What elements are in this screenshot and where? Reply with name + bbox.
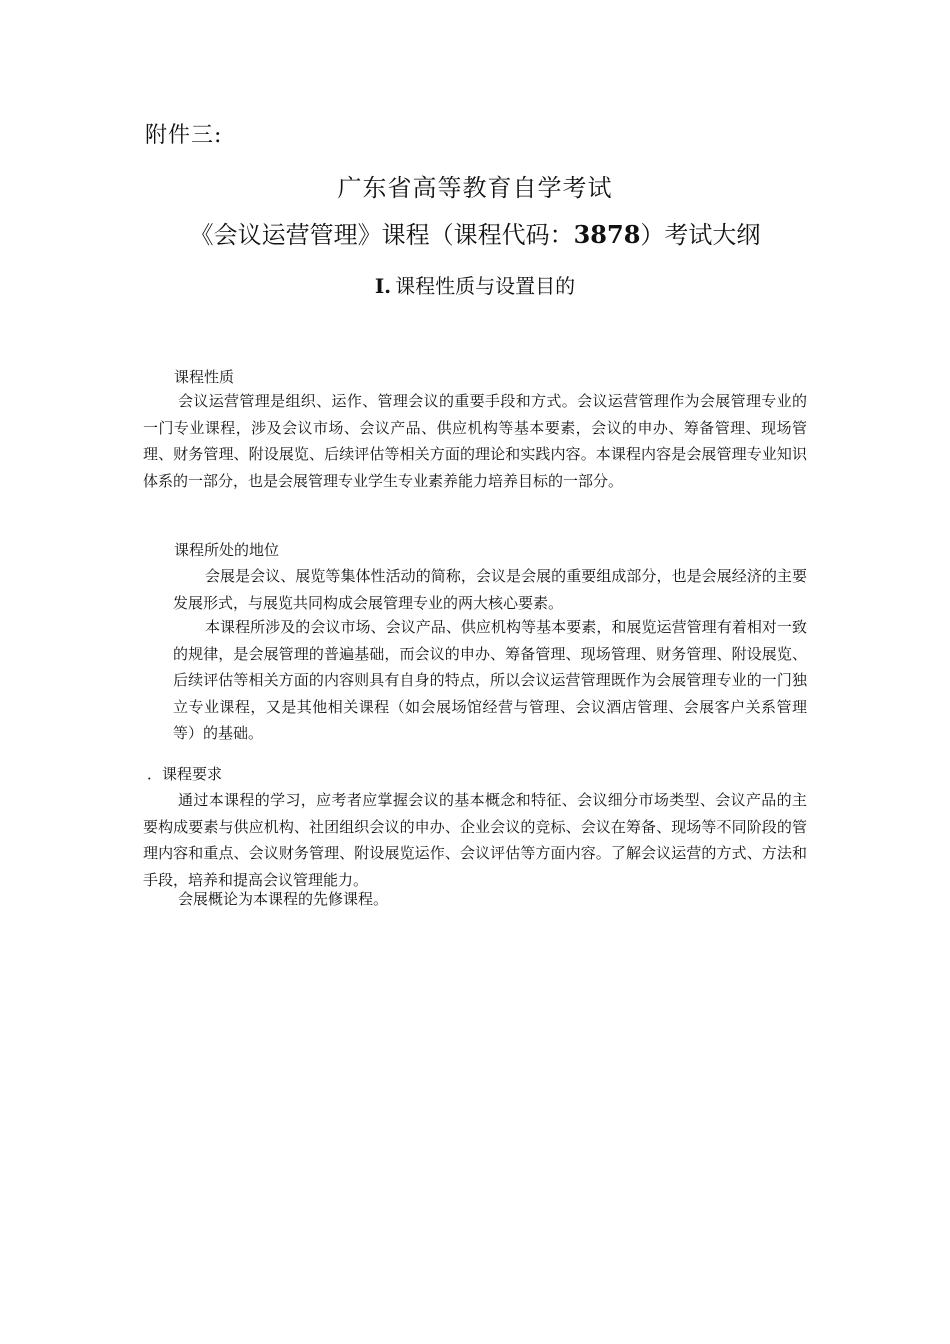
course-requirements-heading: ．课程要求 bbox=[147, 765, 223, 783]
attachment-label: 附件三: bbox=[145, 123, 223, 148]
prerequisite-paragraph: 会展概论为本课程的先修课程。 bbox=[178, 890, 389, 908]
course-position-paragraph-2: 本课程所涉及的会议市场、会议产品、供应机构等基本要素，和展览运营管理有着相对一致的规律，是会展管理的普遍基础，而会议的申办、筹备管理、现场管理、财务管理、附设展览、后续评估等相关方面的内容则具有自身的特点，所以会议运营管理既作为会展管理专业的一门独立专业课程，又是其他相关课程（如会展场馆经营与管理、会议酒店管理、会展客户关系管理等）的基础。 bbox=[173, 618, 807, 742]
syllabus-title bbox=[0, 215, 950, 250]
course-position-paragraph-1: 会展是会议、展览等集体性活动的简称，会议是会展的重要组成部分，也是会展经济的主要发展形式，与展览共同构成会展管理专业的两大核心要素。 bbox=[173, 567, 807, 612]
course-nature-heading: 课程性质 bbox=[174, 368, 235, 386]
course-code: 3878 bbox=[573, 220, 641, 249]
course-position-heading: 课程所处的地位 bbox=[174, 541, 280, 559]
syllabus-title-prefix: 《会议运营管理》课程（课程代码： bbox=[189, 221, 574, 249]
course-nature-paragraph: 会议运营管理是组织、运作、管理会议的重要手段和方式。会议运营管理作为会展管理专业的一门专业课程，涉及会议市场、会议产品、供应机构等基本要素，会议的申办、筹备管理、现场管理、财务管理、附设展览、后续评估等相关方面的理论和实践内容。本课程内容是会展管理专业知识体系的一部分，也是会展管理专业学生专业素养能力培养目标的一部分。 bbox=[143, 392, 807, 490]
exam-authority-title: 广东省高等教育自学考试 bbox=[337, 174, 613, 202]
syllabus-title-suffix: ）考试大纲 bbox=[640, 221, 761, 249]
section-numeral: I. bbox=[374, 274, 392, 298]
section-title bbox=[0, 270, 950, 299]
section-title-text: 课程性质与设置目的 bbox=[395, 274, 576, 298]
course-requirements-paragraph: 通过本课程的学习，应考者应掌握会议的基本概念和特征、会议细分市场类型、会议产品的主要构成要素与供应机构、社团组织会议的申办、企业会议的竞标、会议在筹备、现场等不同阶段的管理内容和重点、会议财务管理、附设展览运作、会议评估等方面内容。了解会议运营的方式、方法和手段，培养和提高会议管理能力。 bbox=[143, 791, 807, 889]
